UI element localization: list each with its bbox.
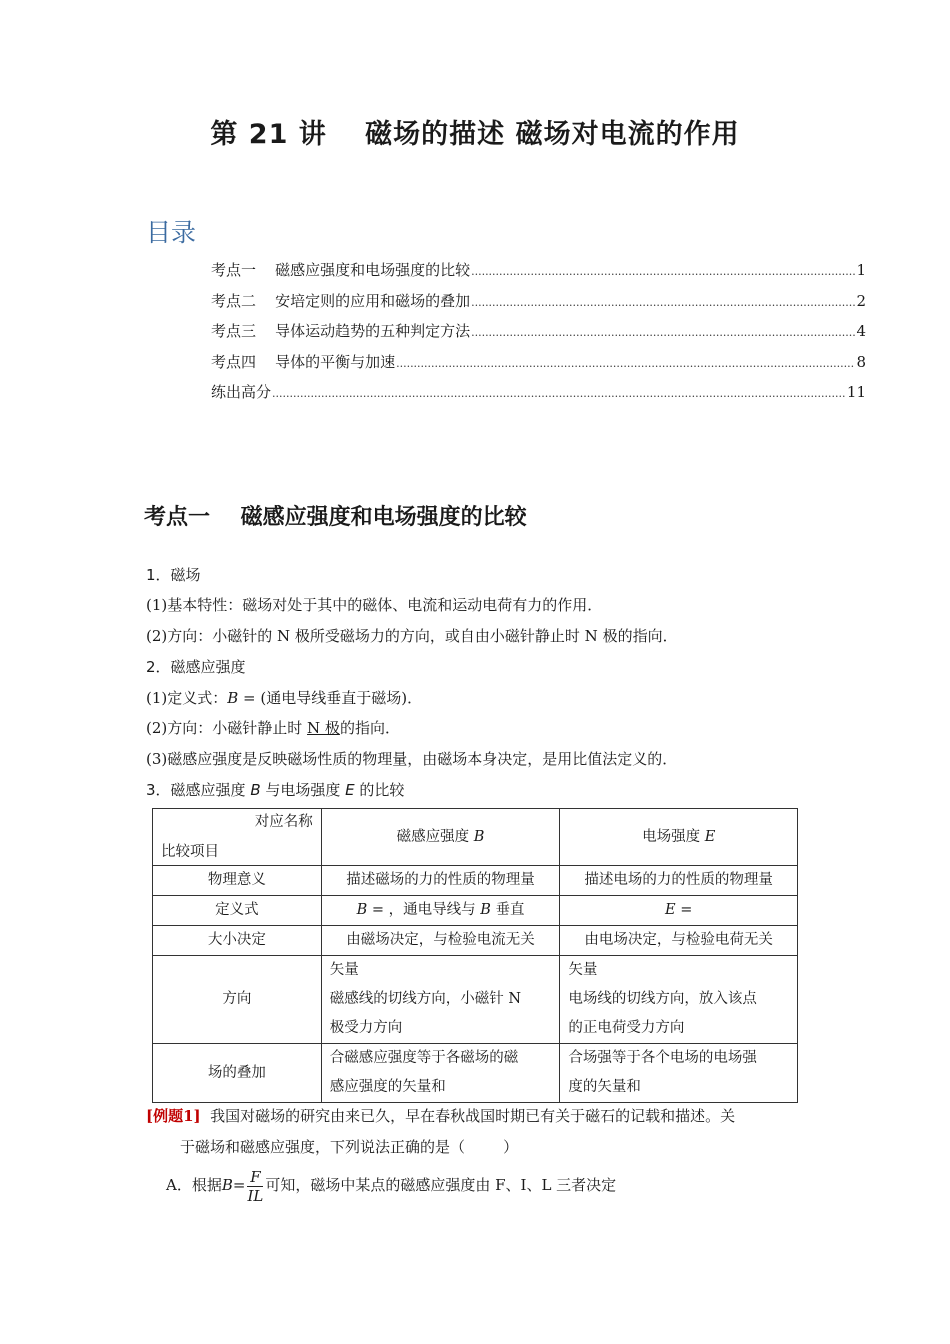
cell-line: 合场强等于各个电场的电场强 xyxy=(568,1050,757,1066)
table-cell xyxy=(321,1044,560,1103)
answer-option-a[interactable] xyxy=(166,1165,616,1205)
text: 垂直 xyxy=(490,902,525,918)
toc-entry-page: 4 xyxy=(856,322,866,340)
row-label: 定义式 xyxy=(153,896,322,926)
cell-line: 矢量 xyxy=(568,962,598,978)
equals-sign: = xyxy=(232,1176,246,1194)
toc-leader-dots xyxy=(396,357,855,370)
text: 磁感应强度 xyxy=(396,828,474,845)
table-cell: 由磁场决定，与检验电流无关 xyxy=(321,926,560,956)
toc-entry-label: 考点二 安培定则的应用和磁场的叠加 xyxy=(211,291,471,310)
text: 的比较 xyxy=(354,781,405,799)
subheading-induction: 2．磁感应强度 xyxy=(146,658,246,676)
variable: E xyxy=(704,828,716,845)
text: (1)定义式： xyxy=(146,689,228,707)
table-of-contents xyxy=(211,259,866,412)
paragraph: (1)基本特性：磁场对处于其中的磁体、电流和运动电荷有力的作用． xyxy=(146,596,603,614)
toc-entry-page: 1 xyxy=(856,261,866,279)
toc-entry-page: 2 xyxy=(856,291,866,310)
paragraph-direction xyxy=(146,717,400,738)
comparison-table xyxy=(152,808,798,1103)
cell-line: 极受力方向 xyxy=(329,1020,403,1036)
cell-line: 合磁感应强度等于各磁场的磁 xyxy=(329,1050,519,1066)
toc-entry[interactable] xyxy=(211,351,866,382)
text: = xyxy=(675,902,693,918)
option-text: 可知，磁场中某点的磁感应强度由 F、I、L 三者决定 xyxy=(265,1176,617,1194)
toc-entry-label: 考点一 磁感应强度和电场强度的比较 xyxy=(211,261,471,279)
table-row xyxy=(153,866,798,896)
toc-entry[interactable] xyxy=(211,259,866,290)
table-cell: 描述电场的力的性质的物理量 xyxy=(560,866,798,896)
cell-line: 度的矢量和 xyxy=(568,1079,641,1095)
toc-entry-label: 考点三 导体运动趋势的五种判定方法 xyxy=(211,322,471,340)
toc-leader-dots xyxy=(471,296,855,309)
toc-entry-page: 8 xyxy=(856,352,866,371)
table-cell xyxy=(321,956,560,1044)
row-label: 物理意义 xyxy=(153,866,322,896)
row-label: 场的叠加 xyxy=(153,1044,322,1103)
table-cell xyxy=(560,956,798,1044)
variable: B xyxy=(473,828,485,845)
page-title: 第 21 讲 磁场的描述 磁场对电流的作用 xyxy=(210,119,740,150)
toc-entry-label: 练出高分 xyxy=(211,383,272,401)
toc-leader-dots xyxy=(471,265,855,278)
text: 3．磁感应强度 xyxy=(146,781,251,799)
example-tag: [例题1] xyxy=(146,1107,201,1125)
cell-line: 矢量 xyxy=(329,962,359,978)
text: = (通电导线垂直于磁场)． xyxy=(238,689,423,707)
variable: B xyxy=(227,689,239,707)
toc-entry-label: 考点四 导体的平衡与加速 xyxy=(211,352,396,371)
cell-line: 感应强度的矢量和 xyxy=(329,1079,446,1095)
paragraph-definition xyxy=(146,687,422,708)
fraction-numerator: F xyxy=(247,1168,263,1187)
toc-heading: 目录 xyxy=(146,218,197,247)
table-row xyxy=(153,1044,798,1103)
question-text-line2: 于磁场和磁感应强度，下列说法正确的是（ ） xyxy=(180,1138,519,1156)
variable: E xyxy=(345,781,355,799)
variable: B xyxy=(221,1176,233,1194)
table-row xyxy=(153,926,798,956)
variable: B xyxy=(480,902,491,918)
table-cell xyxy=(321,896,560,926)
corner-label-bottom: 比较项目 xyxy=(161,844,219,860)
cell-line: 磁感线的切线方向，小磁针 N xyxy=(329,991,522,1007)
fraction-denominator: IL xyxy=(247,1186,264,1205)
toc-entry-page: 11 xyxy=(846,383,866,401)
cell-line: 电场线的切线方向，放入该点 xyxy=(568,991,757,1007)
corner-label-top: 对应名称 xyxy=(254,814,313,830)
underlined-answer: N 极 xyxy=(307,719,340,737)
table-cell xyxy=(560,1044,798,1103)
toc-leader-dots xyxy=(272,387,846,400)
row-label: 大小决定 xyxy=(153,926,322,956)
table-header-row xyxy=(153,809,798,866)
text: 的指向． xyxy=(339,719,400,737)
toc-entry[interactable] xyxy=(211,381,866,412)
option-text: A．根据 xyxy=(166,1176,222,1194)
variable: B xyxy=(250,781,261,799)
text: 与电场强度 xyxy=(260,781,346,799)
table-corner-cell xyxy=(153,809,322,866)
table-cell xyxy=(560,896,798,926)
column-header-b xyxy=(321,809,560,866)
paragraph: (2)方向：小磁针的 N 极所受磁场力的方向，或自由小磁针静止时 N 极的指向． xyxy=(146,627,678,645)
paragraph: (3)磁感应强度是反映磁场性质的物理量，由磁场本身决定，是用比值法定义的． xyxy=(146,750,678,768)
example-question xyxy=(146,1105,735,1126)
subheading-magnetic-field: 1．磁场 xyxy=(146,566,201,584)
table-row xyxy=(153,956,798,1044)
toc-entry[interactable] xyxy=(211,290,866,321)
toc-entry[interactable] xyxy=(211,320,866,351)
subheading-comparison xyxy=(146,779,404,800)
section-heading: 考点一 磁感应强度和电场强度的比较 xyxy=(144,505,527,530)
text: = ，通电导线与 xyxy=(367,902,481,918)
column-header-e xyxy=(560,809,798,866)
table-cell: 描述磁场的力的性质的物理量 xyxy=(321,866,560,896)
table-row xyxy=(153,896,798,926)
variable: E xyxy=(665,902,676,918)
table-cell: 由电场决定，与检验电荷无关 xyxy=(560,926,798,956)
cell-line: 的正电荷受力方向 xyxy=(568,1020,685,1036)
fraction xyxy=(247,1168,263,1205)
row-label: 方向 xyxy=(153,956,322,1044)
text: (2)方向：小磁针静止时 xyxy=(146,719,308,737)
toc-leader-dots xyxy=(471,326,855,339)
variable: B xyxy=(356,902,368,918)
question-text: 我国对磁场的研究由来已久，早在春秋战国时期已有关于磁石的记载和描述。关 xyxy=(200,1107,736,1125)
text: 电场强度 xyxy=(642,828,705,845)
